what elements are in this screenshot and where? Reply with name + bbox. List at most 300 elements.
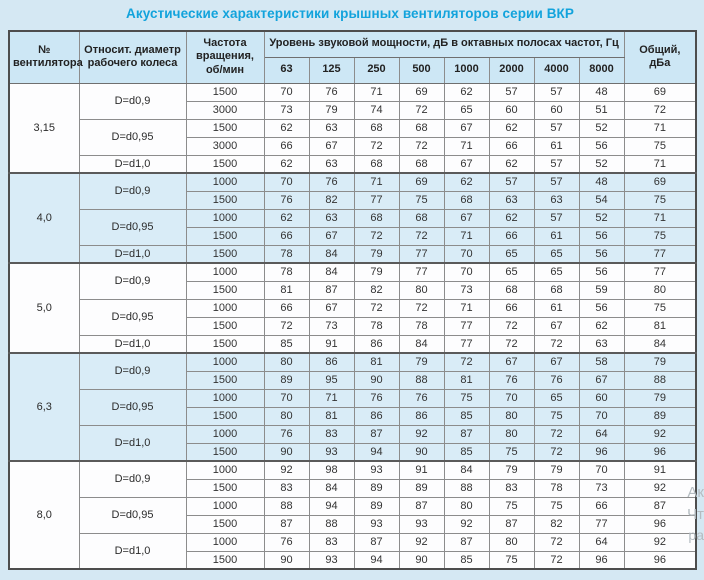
level-cell: 80	[444, 497, 489, 515]
level-cell: 70	[444, 263, 489, 281]
level-cell: 72	[444, 353, 489, 371]
level-cell: 69	[399, 83, 444, 101]
fan-number-cell: 4,0	[9, 173, 79, 263]
level-cell: 79	[354, 263, 399, 281]
level-cell: 93	[309, 551, 354, 569]
total-cell: 71	[624, 155, 696, 173]
level-cell: 70	[264, 389, 309, 407]
level-cell: 72	[489, 317, 534, 335]
speed-cell: 1000	[186, 461, 264, 479]
level-cell: 68	[399, 119, 444, 137]
level-cell: 86	[354, 335, 399, 353]
header-impeller-diameter: Относит. диаметр рабочего колеса	[79, 31, 186, 83]
total-cell: 84	[624, 335, 696, 353]
speed-cell: 1500	[186, 335, 264, 353]
total-cell: 91	[624, 461, 696, 479]
level-cell: 84	[399, 335, 444, 353]
level-cell: 78	[354, 317, 399, 335]
header-octave-band: 63	[264, 57, 309, 83]
level-cell: 89	[264, 371, 309, 389]
level-cell: 85	[444, 407, 489, 425]
diameter-cell: D=d0,9	[79, 353, 186, 389]
level-cell: 62	[579, 317, 624, 335]
speed-cell: 1500	[186, 371, 264, 389]
speed-cell: 1500	[186, 155, 264, 173]
level-cell: 82	[534, 515, 579, 533]
level-cell: 96	[579, 551, 624, 569]
total-cell: 79	[624, 353, 696, 371]
level-cell: 90	[399, 551, 444, 569]
level-cell: 87	[399, 497, 444, 515]
level-cell: 93	[354, 461, 399, 479]
level-cell: 72	[534, 425, 579, 443]
speed-cell: 1500	[186, 551, 264, 569]
level-cell: 83	[309, 425, 354, 443]
diameter-cell: D=d0,9	[79, 263, 186, 299]
level-cell: 62	[489, 209, 534, 227]
level-cell: 63	[309, 155, 354, 173]
level-cell: 78	[264, 263, 309, 281]
level-cell: 75	[399, 191, 444, 209]
level-cell: 91	[309, 335, 354, 353]
total-cell: 69	[624, 173, 696, 191]
level-cell: 92	[264, 461, 309, 479]
level-cell: 87	[354, 425, 399, 443]
level-cell: 72	[534, 335, 579, 353]
header-octave-band: 2000	[489, 57, 534, 83]
level-cell: 52	[579, 209, 624, 227]
total-cell: 75	[624, 299, 696, 317]
level-cell: 76	[489, 371, 534, 389]
level-cell: 59	[579, 281, 624, 299]
level-cell: 91	[399, 461, 444, 479]
level-cell: 78	[264, 245, 309, 263]
level-cell: 77	[399, 263, 444, 281]
level-cell: 87	[444, 533, 489, 551]
level-cell: 85	[444, 551, 489, 569]
level-cell: 57	[489, 173, 534, 191]
level-cell: 72	[534, 443, 579, 461]
watermark-fragment: ра	[688, 527, 704, 543]
speed-cell: 1000	[186, 173, 264, 191]
level-cell: 89	[354, 497, 399, 515]
header-fan-number: № вентилятора	[9, 31, 79, 83]
level-cell: 51	[579, 101, 624, 119]
table-body	[9, 83, 696, 569]
speed-cell: 1500	[186, 191, 264, 209]
level-cell: 76	[309, 173, 354, 191]
level-cell: 90	[399, 443, 444, 461]
level-cell: 73	[264, 101, 309, 119]
table-row	[9, 119, 696, 137]
table-row	[9, 245, 696, 263]
level-cell: 66	[264, 137, 309, 155]
level-cell: 57	[534, 155, 579, 173]
level-cell: 74	[354, 101, 399, 119]
level-cell: 77	[579, 515, 624, 533]
level-cell: 88	[444, 479, 489, 497]
level-cell: 96	[579, 443, 624, 461]
level-cell: 67	[444, 209, 489, 227]
fan-number-cell: 8,0	[9, 461, 79, 569]
total-cell: 89	[624, 407, 696, 425]
table-row	[9, 299, 696, 317]
level-cell: 77	[444, 317, 489, 335]
table-row	[9, 263, 696, 281]
level-cell: 93	[354, 515, 399, 533]
level-cell: 78	[399, 317, 444, 335]
diameter-cell: D=d0,9	[79, 461, 186, 497]
level-cell: 57	[534, 83, 579, 101]
speed-cell: 1500	[186, 281, 264, 299]
level-cell: 80	[399, 281, 444, 299]
level-cell: 72	[399, 137, 444, 155]
level-cell: 61	[534, 227, 579, 245]
header-rotation-speed: Частота вращения, об/мин	[186, 31, 264, 83]
total-cell: 77	[624, 263, 696, 281]
level-cell: 67	[309, 227, 354, 245]
speed-cell: 1000	[186, 263, 264, 281]
level-cell: 56	[579, 245, 624, 263]
level-cell: 62	[489, 155, 534, 173]
level-cell: 80	[489, 425, 534, 443]
level-cell: 88	[264, 497, 309, 515]
level-cell: 65	[534, 263, 579, 281]
level-cell: 81	[264, 281, 309, 299]
speed-cell: 1000	[186, 425, 264, 443]
level-cell: 82	[354, 281, 399, 299]
table-row	[9, 335, 696, 353]
speed-cell: 1500	[186, 407, 264, 425]
level-cell: 86	[309, 353, 354, 371]
fan-number-cell: 3,15	[9, 83, 79, 173]
level-cell: 89	[354, 479, 399, 497]
level-cell: 63	[309, 209, 354, 227]
speed-cell: 1000	[186, 497, 264, 515]
diameter-cell: D=d0,95	[79, 497, 186, 533]
table-row	[9, 353, 696, 371]
level-cell: 79	[399, 353, 444, 371]
total-cell: 77	[624, 245, 696, 263]
level-cell: 57	[489, 83, 534, 101]
level-cell: 72	[399, 227, 444, 245]
speed-cell: 1000	[186, 389, 264, 407]
level-cell: 68	[354, 209, 399, 227]
diameter-cell: D=d0,9	[79, 83, 186, 119]
total-cell: 81	[624, 317, 696, 335]
level-cell: 62	[489, 119, 534, 137]
level-cell: 65	[534, 245, 579, 263]
level-cell: 79	[534, 461, 579, 479]
speed-cell: 1500	[186, 245, 264, 263]
level-cell: 72	[399, 101, 444, 119]
level-cell: 70	[489, 389, 534, 407]
speed-cell: 1000	[186, 209, 264, 227]
speed-cell: 1000	[186, 353, 264, 371]
level-cell: 80	[489, 533, 534, 551]
level-cell: 64	[579, 425, 624, 443]
level-cell: 67	[444, 155, 489, 173]
level-cell: 48	[579, 83, 624, 101]
diameter-cell: D=d1,0	[79, 155, 186, 173]
level-cell: 67	[309, 299, 354, 317]
total-cell: 75	[624, 227, 696, 245]
level-cell: 81	[354, 353, 399, 371]
total-cell: 92	[624, 425, 696, 443]
level-cell: 71	[309, 389, 354, 407]
level-cell: 62	[264, 155, 309, 173]
level-cell: 71	[354, 83, 399, 101]
level-cell: 69	[399, 173, 444, 191]
level-cell: 83	[489, 479, 534, 497]
total-cell: 96	[624, 515, 696, 533]
level-cell: 77	[354, 191, 399, 209]
level-cell: 56	[579, 137, 624, 155]
level-cell: 79	[354, 245, 399, 263]
total-cell: 92	[624, 533, 696, 551]
level-cell: 86	[399, 407, 444, 425]
total-cell: 92	[624, 479, 696, 497]
total-cell: 96	[624, 443, 696, 461]
level-cell: 67	[579, 371, 624, 389]
level-cell: 66	[579, 497, 624, 515]
level-cell: 68	[399, 155, 444, 173]
level-cell: 84	[309, 479, 354, 497]
speed-cell: 1000	[186, 533, 264, 551]
level-cell: 68	[354, 119, 399, 137]
level-cell: 81	[444, 371, 489, 389]
level-cell: 71	[444, 137, 489, 155]
level-cell: 60	[489, 101, 534, 119]
level-cell: 90	[264, 551, 309, 569]
level-cell: 72	[489, 335, 534, 353]
level-cell: 94	[309, 497, 354, 515]
diameter-cell: D=d0,95	[79, 299, 186, 335]
level-cell: 87	[309, 281, 354, 299]
level-cell: 87	[489, 515, 534, 533]
level-cell: 88	[399, 371, 444, 389]
header-octave-band: 125	[309, 57, 354, 83]
level-cell: 61	[534, 137, 579, 155]
level-cell: 76	[264, 533, 309, 551]
table-row	[9, 461, 696, 479]
level-cell: 76	[534, 371, 579, 389]
level-cell: 70	[444, 245, 489, 263]
level-cell: 68	[399, 209, 444, 227]
speed-cell: 1500	[186, 479, 264, 497]
table-row	[9, 497, 696, 515]
level-cell: 85	[444, 443, 489, 461]
level-cell: 75	[534, 497, 579, 515]
level-cell: 63	[489, 191, 534, 209]
diameter-cell: D=d1,0	[79, 425, 186, 461]
level-cell: 68	[534, 281, 579, 299]
level-cell: 75	[489, 443, 534, 461]
level-cell: 83	[264, 479, 309, 497]
level-cell: 88	[309, 515, 354, 533]
speed-cell: 1500	[186, 317, 264, 335]
level-cell: 66	[489, 299, 534, 317]
diameter-cell: D=d0,9	[79, 173, 186, 209]
level-cell: 76	[264, 425, 309, 443]
table-row	[9, 155, 696, 173]
level-cell: 72	[354, 227, 399, 245]
level-cell: 94	[354, 551, 399, 569]
level-cell: 70	[579, 461, 624, 479]
level-cell: 76	[354, 389, 399, 407]
level-cell: 79	[489, 461, 534, 479]
level-cell: 62	[264, 119, 309, 137]
level-cell: 72	[534, 551, 579, 569]
level-cell: 72	[534, 533, 579, 551]
level-cell: 66	[264, 227, 309, 245]
total-cell: 79	[624, 389, 696, 407]
level-cell: 57	[534, 173, 579, 191]
speed-cell: 1500	[186, 443, 264, 461]
level-cell: 73	[309, 317, 354, 335]
level-cell: 84	[309, 263, 354, 281]
total-cell: 69	[624, 83, 696, 101]
header-octave-band: 8000	[579, 57, 624, 83]
level-cell: 98	[309, 461, 354, 479]
total-cell: 75	[624, 137, 696, 155]
level-cell: 84	[309, 245, 354, 263]
level-cell: 48	[579, 173, 624, 191]
level-cell: 67	[534, 353, 579, 371]
level-cell: 58	[579, 353, 624, 371]
level-cell: 89	[399, 479, 444, 497]
speed-cell: 1500	[186, 83, 264, 101]
speed-cell: 1500	[186, 227, 264, 245]
level-cell: 66	[489, 227, 534, 245]
watermark-fragment: Чт	[687, 506, 704, 523]
level-cell: 76	[309, 83, 354, 101]
total-cell: 87	[624, 497, 696, 515]
level-cell: 63	[534, 191, 579, 209]
level-cell: 83	[309, 533, 354, 551]
header-octave-band: 1000	[444, 57, 489, 83]
level-cell: 92	[399, 425, 444, 443]
speed-cell: 3000	[186, 137, 264, 155]
level-cell: 65	[489, 263, 534, 281]
level-cell: 66	[489, 137, 534, 155]
level-cell: 75	[489, 497, 534, 515]
level-cell: 68	[444, 191, 489, 209]
level-cell: 73	[444, 281, 489, 299]
level-cell: 67	[309, 137, 354, 155]
table-row	[9, 83, 696, 101]
total-cell: 80	[624, 281, 696, 299]
level-cell: 56	[579, 227, 624, 245]
level-cell: 60	[534, 101, 579, 119]
speed-cell: 1500	[186, 119, 264, 137]
total-cell: 71	[624, 209, 696, 227]
level-cell: 67	[489, 353, 534, 371]
level-cell: 67	[444, 119, 489, 137]
header-sound-power-group: Уровень звуковой мощности, дБ в октавных полосах частот, Гц	[264, 31, 624, 57]
level-cell: 65	[444, 101, 489, 119]
level-cell: 72	[354, 137, 399, 155]
level-cell: 77	[444, 335, 489, 353]
level-cell: 78	[534, 479, 579, 497]
level-cell: 68	[489, 281, 534, 299]
total-cell: 88	[624, 371, 696, 389]
diameter-cell: D=d1,0	[79, 245, 186, 263]
header-total-dba: Общий, дБа	[624, 31, 696, 83]
speed-cell: 1000	[186, 299, 264, 317]
level-cell: 71	[444, 299, 489, 317]
level-cell: 56	[579, 299, 624, 317]
page-title: Акустические характеристики крышных вентиляторов серии ВКР	[125, 6, 574, 21]
level-cell: 57	[534, 119, 579, 137]
level-cell: 71	[444, 227, 489, 245]
table-row	[9, 173, 696, 191]
level-cell: 85	[264, 335, 309, 353]
level-cell: 93	[399, 515, 444, 533]
total-cell: 71	[624, 119, 696, 137]
level-cell: 70	[264, 173, 309, 191]
level-cell: 90	[354, 371, 399, 389]
table-header	[9, 31, 696, 83]
total-cell: 72	[624, 101, 696, 119]
level-cell: 68	[354, 155, 399, 173]
level-cell: 65	[534, 389, 579, 407]
level-cell: 52	[579, 119, 624, 137]
level-cell: 84	[444, 461, 489, 479]
level-cell: 86	[354, 407, 399, 425]
level-cell: 63	[579, 335, 624, 353]
level-cell: 54	[579, 191, 624, 209]
level-cell: 70	[579, 407, 624, 425]
level-cell: 90	[264, 443, 309, 461]
level-cell: 80	[264, 407, 309, 425]
level-cell: 87	[264, 515, 309, 533]
fan-number-cell: 5,0	[9, 263, 79, 353]
level-cell: 87	[354, 533, 399, 551]
level-cell: 67	[534, 317, 579, 335]
level-cell: 75	[534, 407, 579, 425]
level-cell: 70	[264, 83, 309, 101]
level-cell: 61	[534, 299, 579, 317]
level-cell: 81	[309, 407, 354, 425]
level-cell: 73	[579, 479, 624, 497]
header-octave-band: 250	[354, 57, 399, 83]
level-cell: 52	[579, 155, 624, 173]
level-cell: 92	[444, 515, 489, 533]
header-octave-band: 500	[399, 57, 444, 83]
diameter-cell: D=d0,95	[79, 209, 186, 245]
level-cell: 62	[444, 83, 489, 101]
header-octave-band: 4000	[534, 57, 579, 83]
diameter-cell: D=d1,0	[79, 335, 186, 353]
total-cell: 75	[624, 191, 696, 209]
level-cell: 79	[309, 101, 354, 119]
level-cell: 66	[264, 299, 309, 317]
level-cell: 56	[579, 263, 624, 281]
level-cell: 64	[579, 533, 624, 551]
acoustic-characteristics-table	[8, 30, 697, 570]
table-row	[9, 389, 696, 407]
level-cell: 72	[399, 299, 444, 317]
level-cell: 92	[399, 533, 444, 551]
level-cell: 62	[264, 209, 309, 227]
diameter-cell: D=d0,95	[79, 119, 186, 155]
level-cell: 65	[489, 245, 534, 263]
level-cell: 80	[489, 407, 534, 425]
level-cell: 75	[489, 551, 534, 569]
level-cell: 76	[399, 389, 444, 407]
level-cell: 57	[534, 209, 579, 227]
